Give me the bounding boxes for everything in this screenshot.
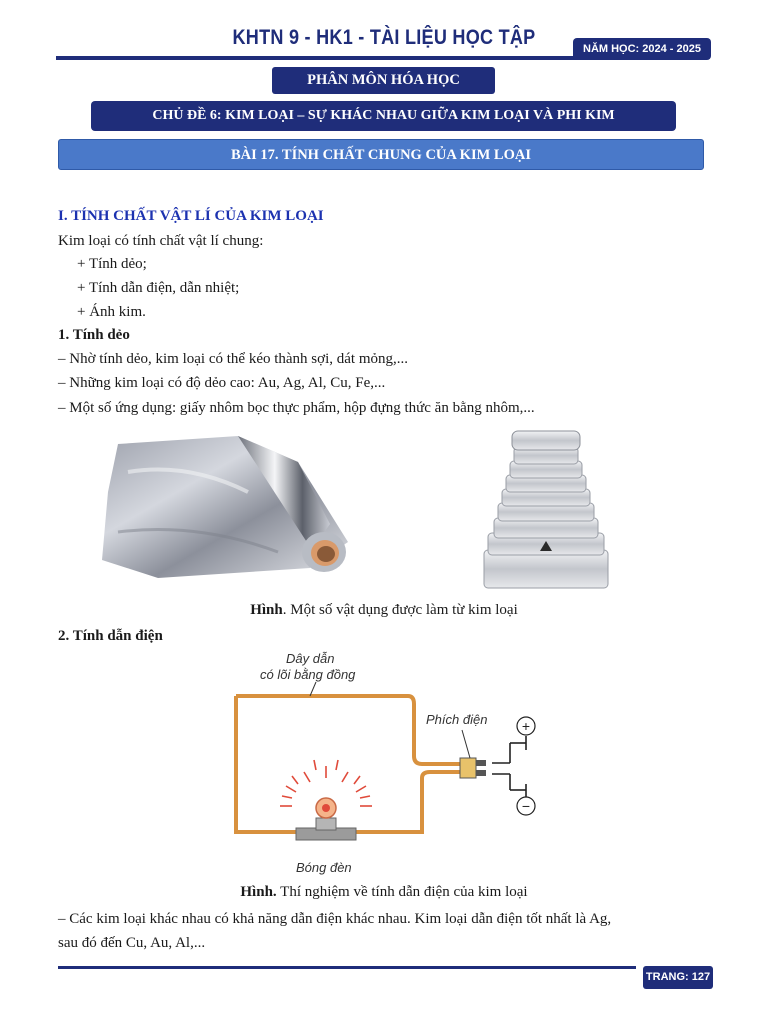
- plus-label: +: [521, 718, 531, 734]
- figure-caption-text: Thí nghiệm về tính dẫn điện của kim loại: [276, 884, 528, 900]
- section-heading: I. TÍNH CHẤT VẬT LÍ CỦA KIM LOẠI: [58, 208, 324, 224]
- plug-pointer: [462, 730, 470, 758]
- aluminum-foil-image: [98, 432, 356, 582]
- light-bulb-icon: [316, 798, 336, 818]
- wire-top: [236, 696, 464, 764]
- section-intro: Kim loại có tính chất vật lí chung:: [58, 233, 264, 249]
- paragraph-line: – Nhờ tính dẻo, kim loại có thể kéo thành sợi, dát mỏng,...: [58, 351, 408, 367]
- minus-label: −: [521, 798, 531, 814]
- subsection-heading: 2. Tính dẫn điện: [58, 628, 163, 644]
- property-item: + Tính dẫn điện, dẫn nhiệt;: [77, 280, 240, 296]
- figure-label: Hình.: [240, 884, 277, 900]
- figure-label: Hình: [250, 602, 283, 618]
- bulb-label: Bóng đèn: [296, 860, 352, 875]
- subsection-heading: 1. Tính dẻo: [58, 327, 130, 343]
- wire-label: có lõi bằng đồng: [260, 667, 356, 682]
- plug-icon: [460, 758, 486, 778]
- wire-left: [236, 696, 296, 832]
- conductivity-circuit-diagram: [226, 648, 546, 880]
- bulb-socket: [316, 818, 336, 830]
- topic-banner: CHỦ ĐỀ 6: KIM LOẠI – SỰ KHÁC NHAU GIỮA KIM LOẠI VÀ PHI KIM: [91, 101, 676, 131]
- page-number-badge: TRANG: 127: [643, 966, 713, 989]
- property-item: + Tính dẻo;: [77, 256, 147, 272]
- power-socket: [492, 736, 526, 798]
- plug-label: Phích điện: [426, 712, 488, 727]
- paragraph-line: – Các kim loại khác nhau có khả năng dẫn điện khác nhau. Kim loại dẫn điện tốt nhất là Ag,: [58, 911, 612, 927]
- paragraph-line: sau đó đến Cu, Au, Al,...: [58, 935, 206, 951]
- figure-caption: [0, 602, 768, 619]
- lesson-banner: BÀI 17. TÍNH CHẤT CHUNG CỦA KIM LOẠI: [58, 139, 704, 170]
- document-header-title: KHTN 9 - HK1 - TÀI LIỆU HỌC TẬP: [232, 26, 536, 49]
- figure-caption: [0, 884, 768, 901]
- footer-rule: [58, 966, 636, 969]
- wire-bottom: [356, 772, 464, 832]
- wire-label: Dây dẫn: [286, 651, 335, 666]
- paragraph-line: – Một số ứng dụng: giấy nhôm bọc thực phẩm, hộp đựng thức ăn bằng nhôm,...: [58, 400, 535, 416]
- aluminum-containers-image: [474, 425, 614, 593]
- wire-pointer: [310, 682, 316, 696]
- paragraph-line: – Những kim loại có độ dẻo cao: Au, Ag, Al, Cu, Fe,...: [58, 375, 386, 391]
- school-year-badge: NĂM HỌC: 2024 - 2025: [573, 38, 711, 60]
- figure-caption-text: . Một số vật dụng được làm từ kim loại: [282, 602, 518, 618]
- property-item: + Ánh kim.: [77, 304, 146, 320]
- subject-banner: PHÂN MÔN HÓA HỌC: [272, 67, 495, 94]
